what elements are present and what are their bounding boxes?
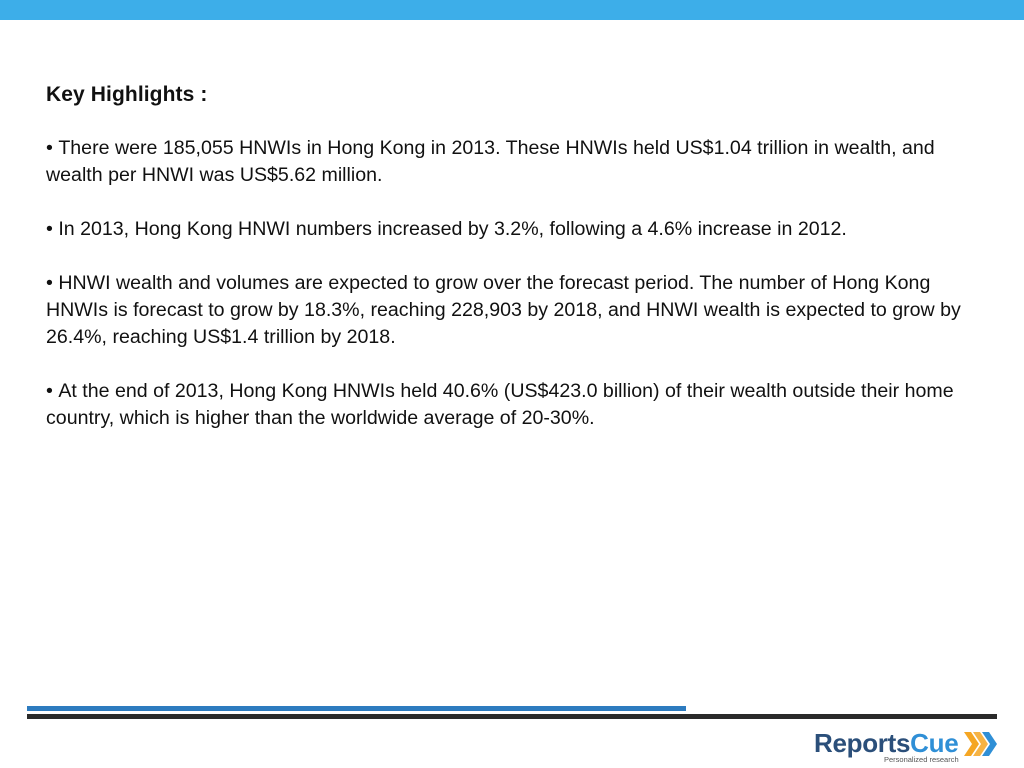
slide-content bbox=[46, 80, 991, 459]
highlights-list bbox=[46, 135, 991, 432]
footer-divider-dark bbox=[27, 714, 997, 719]
logo-chevrons-icon bbox=[964, 730, 998, 758]
highlight-item: • At the end of 2013, Hong Kong HNWIs held 40.6% (US$423.0 billion) of their wealth outside their home country, which is higher than the worldwide average of 20-30%. bbox=[46, 378, 991, 432]
reportscue-logo bbox=[814, 728, 1004, 764]
highlight-item: • In 2013, Hong Kong HNWI numbers increased by 3.2%, following a 4.6% increase in 2012. bbox=[46, 216, 991, 243]
highlight-item: • HNWI wealth and volumes are expected to grow over the forecast period. The number of Hong Kong HNWIs is forecast to grow by 18.3%, reaching 228,903 by 2018, and HNWI wealth is expected to grow by 26.4%, reaching US$1.4 trillion by 2018. bbox=[46, 270, 991, 351]
logo-word-cue: Cue bbox=[910, 728, 959, 758]
footer-divider-blue bbox=[27, 706, 686, 711]
logo-tagline: Personalized research bbox=[884, 755, 959, 764]
logo-word-reports: Reports bbox=[814, 728, 911, 758]
highlight-item: • There were 185,055 HNWIs in Hong Kong in 2013. These HNWIs held US$1.04 trillion in wealth, and wealth per HNWI was US$5.62 million. bbox=[46, 135, 991, 189]
slide-heading: Key Highlights : bbox=[46, 83, 208, 106]
logo-wordmark bbox=[814, 728, 958, 758]
top-accent-bar bbox=[0, 0, 1024, 20]
